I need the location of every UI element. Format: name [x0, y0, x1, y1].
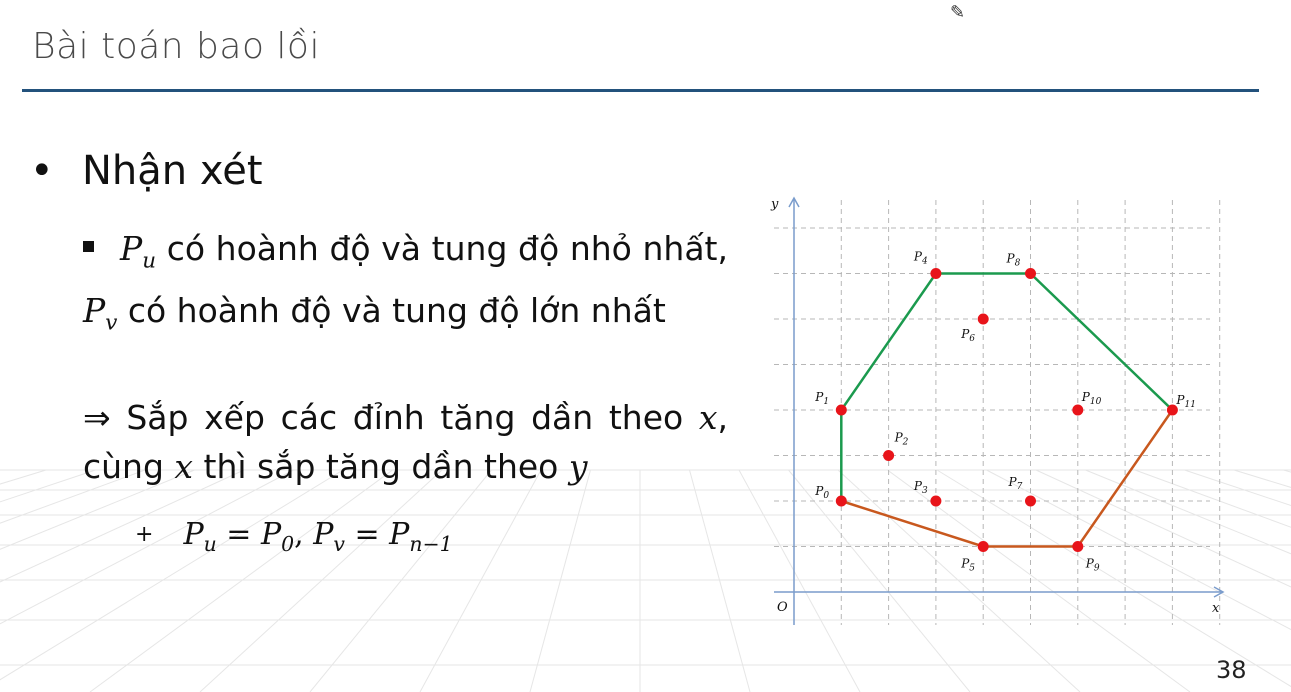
point-p5 [978, 541, 989, 552]
page-number: 38 [1216, 656, 1247, 684]
title-divider [22, 89, 1259, 92]
slide-title: Bài toán bao lồi [32, 26, 320, 67]
convex-hull-chart [770, 192, 1230, 632]
pencil-icon[interactable]: ✎ [950, 2, 966, 23]
point-p3 [930, 496, 941, 507]
point-label-p7: $P_7$ [1008, 475, 1023, 492]
point-p0 [836, 496, 847, 507]
origin-label: O [777, 600, 788, 615]
lower-hull-line [841, 410, 1172, 547]
point-label-p0: $P_0$ [815, 484, 830, 501]
point-label-p10: $P_{10}$ [1081, 390, 1102, 407]
heading-bullet [30, 148, 263, 194]
point-label-p3: $P_3$ [913, 479, 928, 496]
point-p9 [1072, 541, 1083, 552]
heading-text: Nhận xét [82, 148, 263, 194]
point-label-p8: $P_8$ [1006, 251, 1021, 269]
point-p6 [978, 314, 989, 325]
sort-text-3: thì sắp tăng dần theo [203, 447, 559, 486]
square-bullet-icon [83, 241, 94, 252]
point-label-p4: $P_4$ [913, 249, 928, 267]
sort-text-1: Sắp xếp các đỉnh tăng dần theo [126, 398, 684, 437]
point-p10 [1072, 405, 1083, 416]
point-p4 [930, 268, 941, 279]
upper-hull-line [841, 274, 1172, 502]
remark-text-2: có hoành độ và tung độ lớn nhất [127, 290, 666, 330]
point-p2 [883, 450, 894, 461]
plus-marker: + [135, 522, 154, 547]
implies-arrow: ⇒ [83, 398, 111, 437]
point-label-p5: $P_5$ [961, 556, 976, 574]
remark-paragraph: $P_u$ có hoành độ và tung độ nhỏ nhất, $P_v$ có hoành độ và tung độ lớn nhất [83, 229, 728, 335]
y-axis-label: y [771, 197, 779, 212]
point-p7 [1025, 496, 1036, 507]
point-label-p1: $P_1$ [815, 390, 830, 407]
bullet-marker: • [30, 148, 54, 194]
sort-text-2: , cùng [83, 398, 729, 486]
remark-text-1: có hoành độ và tung độ nhỏ nhất, [166, 229, 728, 268]
sort-paragraph: ⇒ Sắp xếp các đỉnh tăng dần theo x, cùng x thì sắp tăng dần theo y [83, 398, 729, 486]
point-label-p2: $P_2$ [894, 430, 909, 448]
point-label-p9: $P_9$ [1085, 556, 1100, 574]
point-label-p11: $P_{11}$ [1176, 393, 1196, 410]
point-label-p6: $P_6$ [961, 327, 976, 344]
x-axis-label: x [1212, 601, 1220, 616]
point-p8 [1025, 268, 1036, 279]
point-p1 [836, 405, 847, 416]
formula-line: + $P_u = P_0$, $P_v = P_{n-1}$ [135, 517, 453, 557]
